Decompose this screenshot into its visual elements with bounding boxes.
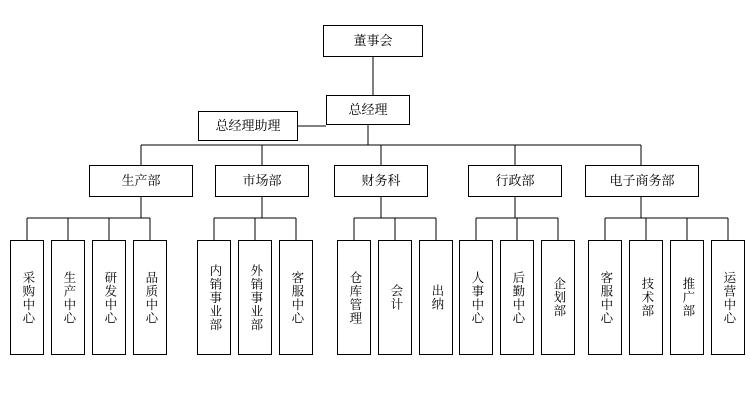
node-administration-dept[interactable]: 行政部 [468, 165, 562, 197]
node-cashier[interactable]: 出纳 [419, 240, 453, 355]
node-technology-dept[interactable]: 技术部 [629, 240, 663, 355]
node-production-dept[interactable]: 生产部 [89, 165, 193, 197]
node-general-manager-assistant[interactable]: 总经理助理 [198, 111, 298, 141]
node-promotion-dept[interactable]: 推广部 [670, 240, 704, 355]
node-finance-dept[interactable]: 财务科 [334, 165, 428, 197]
node-operations-center[interactable]: 运营中心 [711, 240, 745, 355]
node-warehouse-management[interactable]: 仓库管理 [337, 240, 371, 355]
node-ecommerce-dept[interactable]: 电子商务部 [585, 165, 699, 197]
node-hr-center[interactable]: 人事中心 [459, 240, 493, 355]
node-customer-service-center-marketing[interactable]: 客服中心 [279, 240, 313, 355]
node-planning-dept[interactable]: 企划部 [541, 240, 575, 355]
node-export-sales-division[interactable]: 外销事业部 [238, 240, 272, 355]
node-quality-center[interactable]: 品质中心 [133, 240, 167, 355]
node-customer-service-center-ecommerce[interactable]: 客服中心 [588, 240, 622, 355]
node-board[interactable]: 董事会 [323, 25, 423, 57]
node-general-manager[interactable]: 总经理 [326, 95, 410, 125]
node-production-center[interactable]: 生产中心 [51, 240, 85, 355]
node-logistics-center[interactable]: 后勤中心 [500, 240, 534, 355]
node-accounting[interactable]: 会计 [378, 240, 412, 355]
node-purchasing-center[interactable]: 采购中心 [10, 240, 44, 355]
node-rnd-center[interactable]: 研发中心 [92, 240, 126, 355]
node-marketing-dept[interactable]: 市场部 [215, 165, 309, 197]
node-domestic-sales-division[interactable]: 内销事业部 [197, 240, 231, 355]
